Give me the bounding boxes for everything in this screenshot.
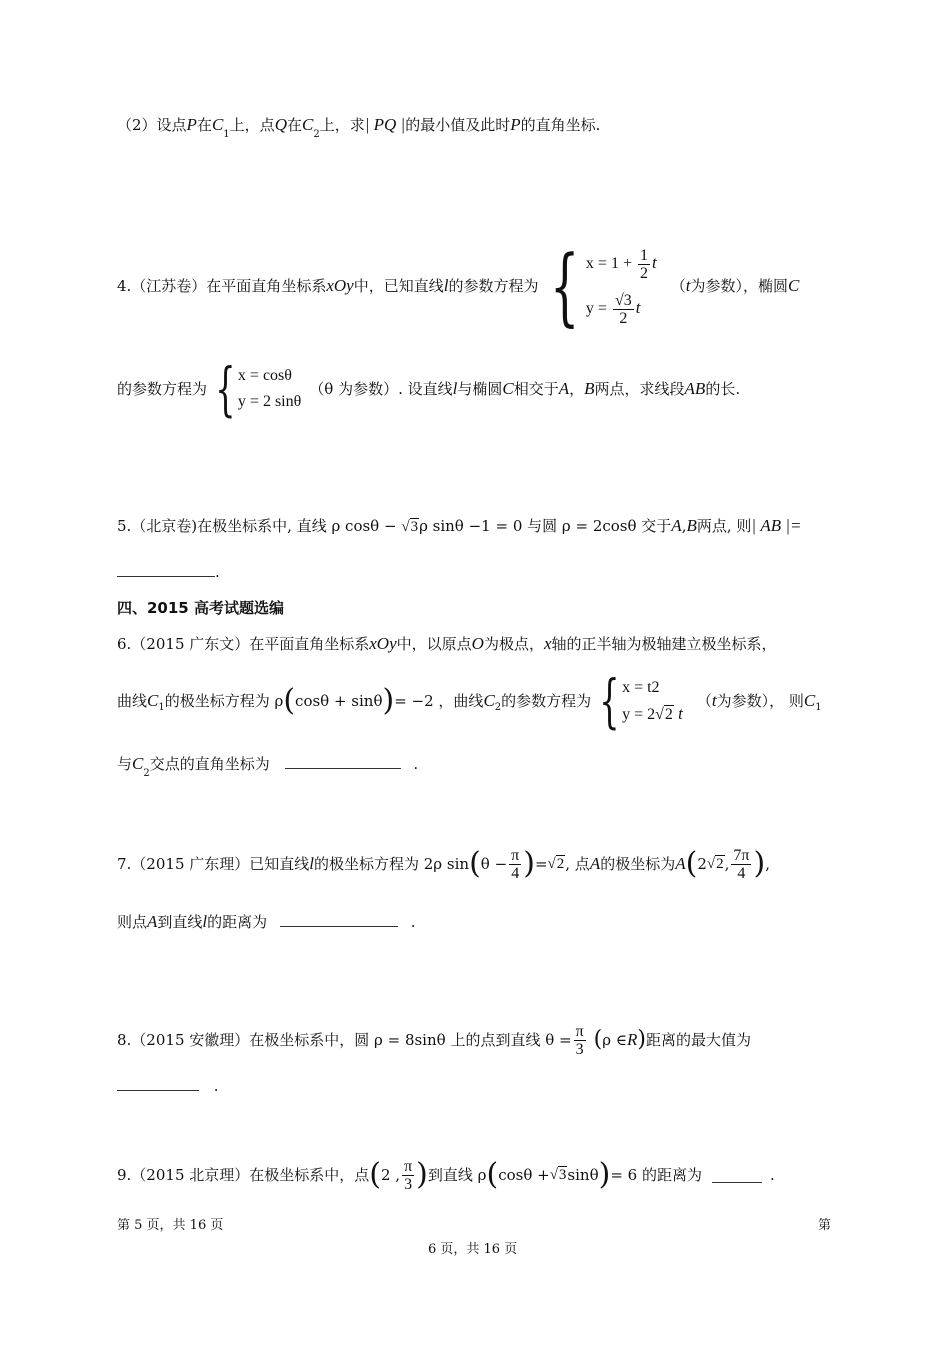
text: 两点，求线段 [594,380,685,398]
text: 到直线 ρ [427,1166,487,1184]
text: 则点 [117,913,148,931]
denominator: 3 [404,1175,413,1193]
paren: ( [283,683,296,718]
text: . [410,913,416,931]
text: cosθ + sinθ [295,692,383,710]
parametric-system [538,237,657,335]
fraction [638,247,650,282]
text: 的距离为 [207,913,268,931]
fraction [402,1158,414,1193]
math-var: R [626,1030,638,1049]
math-var: P [510,115,521,134]
fraction [574,1023,586,1058]
square-root: √3 [549,1167,567,1183]
text: 2 [697,855,707,873]
math-var: C [301,115,314,134]
math-var: C [483,691,495,710]
text: 为极点， [483,635,544,653]
square-root: √2 [655,705,673,723]
left-brace: { [215,355,236,423]
paren: ( [685,846,698,881]
numerator: √3 [614,291,632,309]
math-var: C [787,276,800,295]
text: 的参数方程为 [117,380,208,398]
text: 距离的最大值为 [645,1031,751,1049]
question-6-line-1 [117,634,777,654]
text: cosθ + [498,1166,550,1184]
math-var: C [211,115,224,134]
math-var: B [686,516,697,535]
text: 7.（2015 广东理）已知直线 [117,855,310,873]
answer-blank[interactable] [280,912,398,927]
paren: ) [598,1157,611,1192]
text: θ − [480,855,508,873]
math-var: AB [684,379,706,398]
math-var: l [309,854,314,873]
math-var: A [589,854,601,873]
text: ρ ∈ [602,1031,627,1049]
paren: ) [416,1157,428,1192]
text: 为参数）， 则 [716,692,804,710]
radicand: 3 [558,1167,567,1183]
math-var: x [543,634,552,653]
text: 在 [286,116,302,134]
text: . [769,1166,775,1184]
paren: ( [593,1027,603,1052]
math-var: C [502,379,514,398]
answer-blank[interactable] [285,754,401,769]
math-var: t [685,276,691,295]
answer-blank[interactable] [712,1168,762,1183]
system-row-1: x = cosθ [237,367,292,384]
system-rows [238,363,301,415]
numerator: 1 [639,246,648,264]
paren: ( [486,1157,499,1192]
math-var: C [803,691,816,710]
text: 轴的正半轴为极轴建立极坐标系， [551,635,777,653]
text: 中，已知直线 [353,277,444,295]
paren: ) [382,683,395,718]
text: 为参数），椭圆 [690,277,788,295]
radicand: 2 [556,856,565,872]
left-brace: { [599,667,620,735]
denominator: 2 [619,309,628,327]
subscript: 2 [143,768,150,779]
question-6-line-2 [117,667,822,735]
question-2-line [117,115,600,138]
text: 上，点 [229,116,275,134]
text: y = [585,300,611,317]
math-var: t [673,703,683,723]
answer-blank[interactable] [117,1076,199,1091]
text: 的极坐标方程为 ρ [164,692,284,710]
fraction [509,847,521,882]
text: = −2 ，曲线 [394,692,484,710]
text: y = 2 [622,705,656,723]
text: 上，求 [319,116,365,134]
denominator: 4 [511,864,520,882]
math-var: t [711,691,717,710]
text: 中，以原点 [396,635,472,653]
question-5-answer-line [117,562,220,582]
text: = [534,855,548,873]
text: , [765,855,770,873]
footer-right: 第 [818,1218,832,1233]
math-var: A [671,516,682,535]
paren: ) [637,1027,646,1052]
denominator: 3 [575,1040,584,1058]
math-var: A [675,854,686,873]
math-var: l [452,379,458,398]
text: 两点, 则 [696,517,752,535]
system-row-1 [586,241,657,286]
math-var: C [147,691,159,710]
paren: ( [369,1157,381,1192]
question-4-line-1 [117,236,799,336]
paren: ) [753,846,766,881]
system-row-2: y = 2 sinθ [237,393,302,410]
text: x = 1 + [585,255,636,272]
text: sinθ [567,1166,599,1184]
math-var: t [651,253,657,272]
math-var: xOy [369,634,397,653]
math-var: l [443,276,449,295]
text: , [681,517,687,535]
fraction [731,847,751,882]
numerator: 7π [733,846,750,864]
math-var: P [186,115,197,134]
footer-center: 6 页，共 16 页 [428,1242,518,1257]
text: 的参数方程为 [501,692,592,710]
text: 在 [196,116,212,134]
text: ， [569,380,585,398]
question-8-answer-line [117,1076,219,1096]
footer-left: 第 5 页，共 16 页 [117,1218,224,1233]
math-var: t [635,298,641,317]
text: . [213,1077,219,1095]
system-row-1: x = t2 [622,678,660,696]
text: 的直角坐标. [520,116,601,134]
numerator: π [575,1022,584,1040]
parametric-system [591,667,683,735]
subscript: 2 [313,129,320,140]
fraction [613,292,634,327]
math-var: O [471,634,484,653]
text: 交点的直角坐标为 [149,755,270,773]
text: 与 [117,755,133,773]
question-6-line-3 [117,754,418,777]
denominator: 2 [639,264,648,282]
text: （θ 为参数）. 设直线 [309,380,453,398]
square-root: √3 [401,519,419,535]
answer-blank[interactable] [117,562,215,577]
system-row-2 [586,286,657,331]
text: 8.（2015 安徽理）在极坐标系中，圆 ρ = 8sinθ 上的点到直线 θ = [117,1031,572,1049]
parametric-system [207,355,302,423]
text: 曲线 [117,692,148,710]
text: . [413,755,419,773]
paren: ) [523,846,535,881]
question-8-line-1 [117,1018,751,1062]
math-var: B [584,379,595,398]
subscript: 2 [494,702,502,713]
math-var: l [202,912,208,931]
text: （ [696,692,712,710]
text: 的极坐标方程为 2ρ sin [314,855,470,873]
text: （2）设点 [117,116,187,134]
radicand: 2 [716,856,724,872]
system-rows [622,675,683,728]
text: , [724,855,730,873]
text: 2 , [380,1166,401,1184]
numerator: π [404,1157,413,1175]
subscript: 1 [223,129,230,140]
text: 与椭圆 [457,380,503,398]
system-row-2 [622,701,683,728]
text: = 6 的距离为 [610,1166,702,1184]
paren: ( [469,846,481,881]
question-7-line-2 [117,912,416,932]
text: 的最小值及此时 [405,116,511,134]
question-5-line [117,516,802,537]
subscript: 1 [815,702,822,713]
subscript: 1 [158,702,165,713]
math-var: xOy [326,276,354,295]
text: 9.（2015 北京理）在极坐标系中，点 [117,1166,370,1184]
text: 相交于 [513,380,559,398]
math-var: Q [274,115,287,134]
question-9-line [117,1150,775,1200]
section-heading: 四、2015 高考试题选编 [117,599,284,617]
question-7-line-1 [117,838,770,890]
text: 到直线 [157,913,203,931]
radicand: 2 [664,705,673,723]
math-var: A [147,912,158,931]
text: 4.（江苏卷）在平面直角坐标系 [117,277,327,295]
math-var: | PQ | [364,115,406,134]
math-var: C [132,754,144,773]
text: 的参数方程为 [448,277,539,295]
text: ρ sinθ −1 = 0 与圆 ρ = 2cosθ 交于 [419,517,672,535]
radicand: 3 [410,519,419,535]
text: 5.（北京卷)在极坐标系中, 直线 ρ cosθ − [117,517,402,535]
text: . [215,563,220,581]
numerator: π [511,846,520,864]
text: 6.（2015 广东文）在平面直角坐标系 [117,635,370,653]
left-brace: { [550,237,580,335]
square-root: √2 [547,856,565,872]
denominator: 4 [737,864,746,882]
math-var: | AB |= [751,516,802,535]
question-4-line-2 [117,355,741,423]
square-root: √2 [706,856,724,872]
text: 的极坐标为 [600,855,676,873]
system-rows [586,241,657,331]
text: 的长. [705,380,741,398]
text: （ [670,277,686,295]
math-var: A [558,379,570,398]
text: , 点 [565,855,590,873]
